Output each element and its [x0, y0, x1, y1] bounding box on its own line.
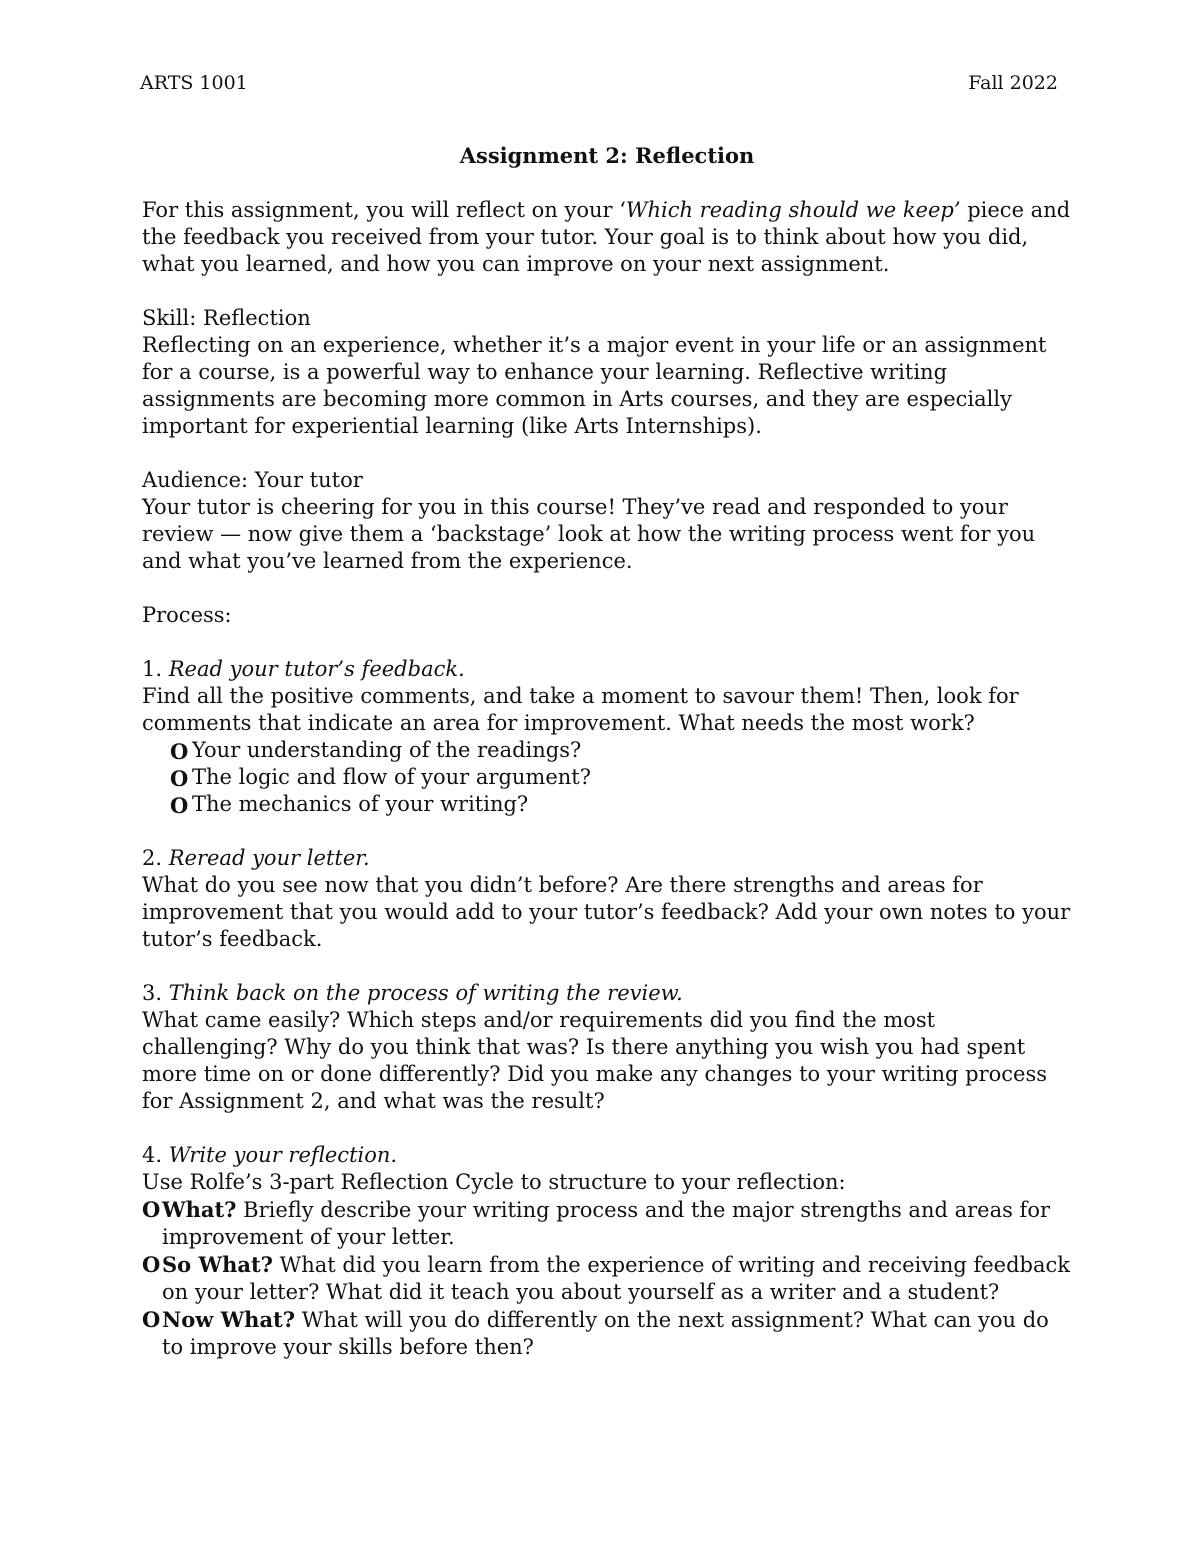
step-1-number: 1.: [142, 657, 169, 681]
bullet-circle-icon: O: [170, 739, 189, 764]
step-3-number: 3.: [142, 981, 169, 1005]
page-header: [140, 70, 1058, 97]
audience-text: Your tutor is cheering for you in this course! They’ve read and responded to your review — now give them a ‘backstage’ look at how the writing process went for you and what you’ve learned from the experience.: [142, 495, 1036, 573]
intro-text-post: piece and the feedback you received from your tutor. Your goal is to think about how you did, what you learned, and how you can improve on your next assignment.: [142, 198, 1071, 276]
step-4: [142, 1142, 1072, 1361]
cycle-item-so-what: [142, 1251, 1072, 1306]
course-code: ARTS 1001: [140, 72, 248, 94]
step-4-text: Use Rolfe’s 3-part Reflection Cycle to structure to your reflection:: [142, 1170, 846, 1194]
list-item: [142, 737, 1072, 764]
document-title: Assignment 2: Reflection: [459, 143, 755, 168]
step-4-heading: [142, 1142, 1072, 1169]
audience-section: [142, 467, 1072, 575]
step-2: [142, 845, 1072, 953]
step-4-title: Write your reflection.: [168, 1143, 398, 1167]
cycle-text: What did you learn from the experience of writing and receiving feedback on your letter? What did it teach you about yourself as a writer and a student?: [162, 1253, 1070, 1304]
step-2-number: 2.: [142, 846, 169, 870]
document-body: [142, 142, 1072, 1388]
cycle-text: What will you do differently on the next assignment? What can you do to improve your skills before then?: [162, 1308, 1049, 1359]
step-3: [142, 980, 1072, 1115]
bullet-circle-icon: O: [142, 1307, 161, 1332]
step-1-text: Find all the positive comments, and take a moment to savour them! Then, look for comments that indicate an area for improvement. What needs the most work?: [142, 684, 1019, 735]
step-3-heading: [142, 980, 1072, 1007]
term: Fall 2022: [968, 72, 1058, 94]
cycle-label: Now What?: [162, 1307, 296, 1332]
step-2-heading: [142, 845, 1072, 872]
cycle-item-now-what: [142, 1306, 1072, 1361]
bullet-circle-icon: O: [142, 1197, 161, 1222]
bullet-circle-icon: O: [170, 793, 189, 818]
bullet-circle-icon: O: [142, 1252, 161, 1277]
bullet-text: The mechanics of your writing?: [192, 792, 529, 816]
cycle-text: Briefly describe your writing process and the major strengths and areas for improvement of your letter.: [162, 1198, 1051, 1249]
bullet-text: Your understanding of the readings?: [192, 738, 582, 762]
audience-heading: Audience: Your tutor: [142, 468, 363, 492]
step-1: [142, 656, 1072, 818]
step-2-title: Reread your letter.: [168, 846, 370, 870]
bullet-circle-icon: O: [170, 766, 189, 791]
skill-heading: Skill: Reflection: [142, 306, 311, 330]
list-item: [142, 791, 1072, 818]
cycle-label: What?: [162, 1197, 237, 1222]
step-3-text: What came easily? Which steps and/or requirements did you find the most challenging? Why do you think that was? Is there anything you wish you had spent more time on or done differently? Did you make any changes to your writing process for Assignment 2, and what was the result?: [142, 1008, 1048, 1113]
skill-text: Reflecting on an experience, whether it’s a major event in your life or an assignment for a course, is a powerful way to enhance your learning. Reflective writing assignments are becoming more common in Arts courses, and they are especially important for experiential learning (like Arts Internships).: [142, 333, 1047, 438]
intro-paragraph: [142, 197, 1072, 278]
intro-text-pre: For this assignment, you will reflect on your ‘: [142, 198, 626, 222]
step-4-number: 4.: [142, 1143, 169, 1167]
cycle-label: So What?: [162, 1252, 273, 1277]
cycle-item-what: [142, 1196, 1072, 1251]
step-1-title: Read your tutor’s feedback.: [168, 657, 465, 681]
list-item: [142, 764, 1072, 791]
bullet-text: The logic and flow of your argument?: [192, 765, 591, 789]
process-heading: Process:: [142, 603, 232, 627]
intro-italic: Which reading should we keep’: [625, 198, 961, 222]
step-2-text: What do you see now that you didn’t before? Are there strengths and areas for improvement that you would add to your tutor’s feedback? Add your own notes to your tutor’s feedback.: [142, 873, 1071, 951]
skill-section: [142, 305, 1072, 440]
step-1-heading: [142, 656, 1072, 683]
step-3-title: Think back on the process of writing the review.: [168, 981, 683, 1005]
